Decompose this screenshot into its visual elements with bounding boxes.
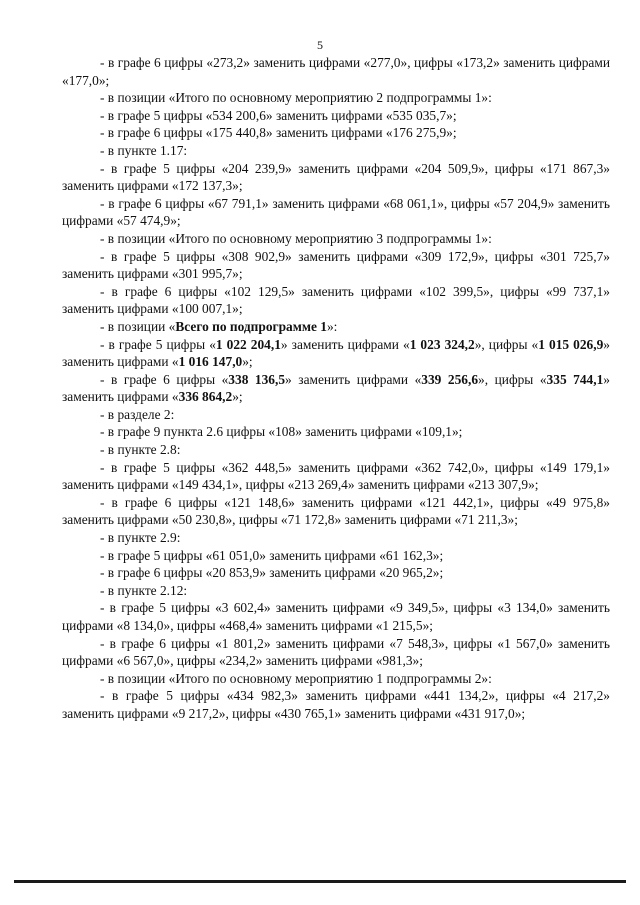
- amendment-paragraph: - в графе 6 цифры «175 440,8» заменить цифрами «176 275,9»;: [100, 125, 457, 141]
- amendment-paragraph: - в графе 5 цифры «362 448,5» заменить цифрами «362 742,0», цифры «149 179,1» заменить цифрами «149 434,1», цифры «213 269,4» заменить цифрами «213 307,9»;: [62, 459, 610, 493]
- text-segment: », цифры «: [474, 336, 539, 352]
- amendment-paragraph: - в графе 5 цифры «61 051,0» заменить цифрами «61 162,3»;: [100, 547, 444, 563]
- footer-rule: [14, 880, 626, 883]
- amendment-paragraph: - в графе 6 цифры «102 129,5» заменить цифрами «102 399,5», цифры «99 737,1» заменить цифрами «100 007,1»;: [62, 283, 610, 317]
- text-segment: » заменить цифрами «: [285, 371, 422, 387]
- text-segment: » заменить цифрами «: [62, 371, 610, 405]
- text-segment: » заменить цифрами «: [280, 336, 410, 352]
- bold-figure: 1 016 147,0: [178, 354, 243, 370]
- amendment-paragraph: - в позиции «Итого по основному мероприятию 3 подпрограммы 1»:: [100, 230, 492, 246]
- amendment-paragraph: - в пункте 1.17:: [100, 142, 188, 158]
- amendment-paragraph: [62, 318, 610, 336]
- amendment-paragraph: - в разделе 2:: [100, 406, 175, 422]
- amendment-paragraph: - в графе 6 цифры «273,2» заменить цифрами «277,0», цифры «173,2» заменить цифрами «177,0»;: [62, 55, 610, 88]
- bold-figure: 339 256,6: [421, 371, 479, 387]
- text-segment: - в позиции «: [100, 318, 176, 334]
- text-segment: »;: [232, 389, 243, 405]
- amendment-paragraph: - в позиции «Итого по основному мероприятию 2 подпрограммы 1»:: [100, 90, 492, 106]
- amendment-paragraph: [62, 336, 610, 371]
- bold-figure: 335 744,1: [546, 371, 604, 387]
- text-segment: »;: [242, 354, 253, 370]
- bold-figure: 1 023 324,2: [409, 336, 475, 352]
- bold-figure: 1 015 026,9: [538, 336, 604, 352]
- bold-figure: 1 022 204,1: [215, 336, 281, 352]
- bold-figure: 336 864,2: [178, 389, 233, 405]
- amendment-paragraph: - в пункте 2.9:: [100, 530, 181, 546]
- amendment-paragraph: - в графе 5 цифры «534 200,6» заменить цифрами «535 035,7»;: [100, 107, 457, 123]
- text-segment: »:: [326, 318, 338, 334]
- amendment-paragraph: - в графе 6 цифры «1 801,2» заменить цифрами «7 548,3», цифры «1 567,0» заменить цифрами «6 567,0», цифры «234,2» заменить цифрами «981,3»;: [62, 635, 610, 669]
- text-segment: », цифры «: [478, 371, 547, 387]
- bold-figure: Всего по подпрограмме 1: [175, 318, 327, 334]
- amendment-paragraph: - в позиции «Итого по основному мероприятию 1 подпрограммы 2»:: [100, 670, 492, 686]
- amendment-paragraph: - в графе 5 цифры «204 239,9» заменить цифрами «204 509,9», цифры «171 867,3» заменить цифрами «172 137,3»;: [62, 160, 610, 194]
- amendment-paragraph: - в графе 5 цифры «434 982,3» заменить цифрами «441 134,2», цифры «4 217,2» заменить цифрами «9 217,2», цифры «430 765,1» заменить цифрами «431 917,0»;: [62, 688, 610, 721]
- bold-figure: 338 136,5: [228, 371, 286, 387]
- page-number: 5: [317, 38, 323, 52]
- amendment-paragraph: [62, 371, 610, 406]
- text-segment: - в графе 5 цифры «: [100, 336, 216, 352]
- amendment-paragraph: - в графе 6 цифры «67 791,1» заменить цифрами «68 061,1», цифры «57 204,9» заменить цифрами «57 474,9»;: [62, 195, 610, 229]
- text-segment: » заменить цифрами «: [62, 336, 610, 370]
- amendment-paragraph: - в графе 6 цифры «121 148,6» заменить цифрами «121 442,1», цифры «49 975,8» заменить цифрами «50 230,8», цифры «71 172,8» заменить цифрами «71 211,3»;: [62, 494, 610, 528]
- amendment-paragraph: - в графе 5 цифры «3 602,4» заменить цифрами «9 349,5», цифры «3 134,0» заменить цифрами «8 134,0», цифры «468,4» заменить цифрами «1 215,5»;: [62, 600, 610, 633]
- document-body: [62, 54, 610, 723]
- amendment-paragraph: - в графе 9 пункта 2.6 цифры «108» заменить цифрами «109,1»;: [100, 424, 463, 440]
- amendment-paragraph: - в графе 6 цифры «20 853,9» заменить цифрами «20 965,2»;: [100, 565, 444, 581]
- amendment-paragraph: - в пункте 2.8:: [100, 442, 181, 458]
- amendment-paragraph: - в графе 5 цифры «308 902,9» заменить цифрами «309 172,9», цифры «301 725,7» заменить цифрами «301 995,7»;: [62, 248, 610, 282]
- amendment-paragraph: - в пункте 2.12:: [100, 582, 188, 598]
- text-segment: - в графе 6 цифры «: [100, 371, 229, 387]
